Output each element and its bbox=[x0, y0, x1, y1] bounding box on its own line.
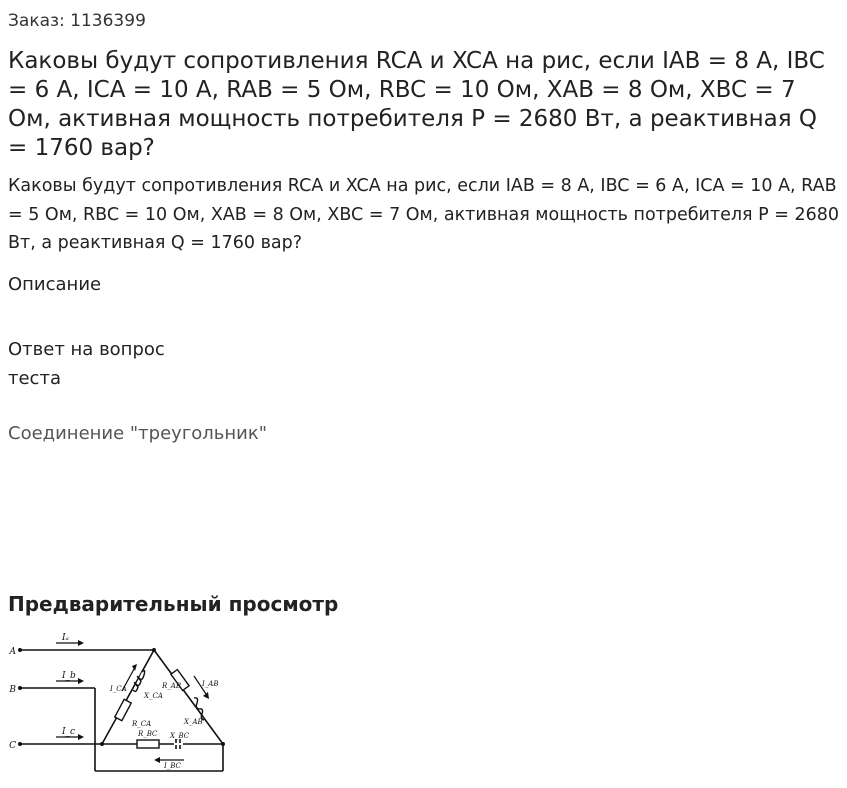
label-r-ab: R_AB bbox=[162, 682, 181, 690]
label-x-bc: X_BC bbox=[170, 732, 190, 740]
label-current-a: Iₐ bbox=[62, 633, 69, 643]
delta-side-ab bbox=[154, 650, 223, 744]
terminal-a bbox=[18, 648, 22, 652]
question-title: Каковы будут сопротивления RCA и XCA на рис, если IAB = 8 А, IBC = 6 А, ICA = 10 А, RAB = 5 Ом, RBC = 10 Ом, XAB = 8 Ом, XBC = 7 Ом, активная мощность потребителя P = 2680 Вт, а реактивная Q = 1760 вар? bbox=[8, 48, 825, 161]
terminal-c bbox=[18, 742, 22, 746]
node-b bbox=[221, 742, 225, 746]
question-body: Каковы будут сопротивления RCA и XCA на рис, если IAB = 8 А, IBC = 6 А, ICA = 10 А, RAB = 5 Ом, RBC = 10 Ом, XAB = 8 Ом, XBC = 7 Ом, активная мощность потребителя P = 2680 Вт, а реактивная Q = 1760 вар? bbox=[8, 176, 840, 253]
circuit-diagram-preview[interactable] bbox=[9, 626, 231, 776]
label-current-ab: I_AB bbox=[202, 680, 219, 688]
terminal-b bbox=[18, 686, 22, 690]
node-a bbox=[152, 648, 156, 652]
description-label: Описание bbox=[8, 274, 102, 295]
label-phase-c: C bbox=[9, 741, 16, 751]
label-r-ca: R_CA bbox=[132, 720, 152, 728]
inductor-ca bbox=[133, 671, 145, 692]
label-phase-a: A bbox=[9, 647, 16, 657]
label-x-ab: X_AB bbox=[184, 718, 203, 726]
order-number: Заказ: 1136399 bbox=[8, 11, 146, 31]
preview-heading: Предварительный просмотр bbox=[8, 592, 339, 616]
label-x-ca: X_CA bbox=[144, 692, 163, 700]
label-phase-b: B bbox=[9, 685, 16, 695]
delta-circuit-svg bbox=[9, 626, 231, 776]
answer-label: Ответ на вопрос теста bbox=[8, 339, 165, 389]
node-c bbox=[100, 742, 104, 746]
label-current-c: I_c bbox=[62, 727, 76, 737]
label-current-bc: I_BC bbox=[164, 762, 181, 770]
label-r-bc: R_BC bbox=[138, 730, 158, 738]
label-current-b: I_b bbox=[62, 671, 76, 681]
answer-value: Соединение "треугольник" bbox=[8, 423, 268, 444]
label-current-ca: I_CA bbox=[110, 685, 127, 693]
resistor-ca bbox=[115, 699, 131, 720]
resistor-bc bbox=[137, 740, 159, 748]
